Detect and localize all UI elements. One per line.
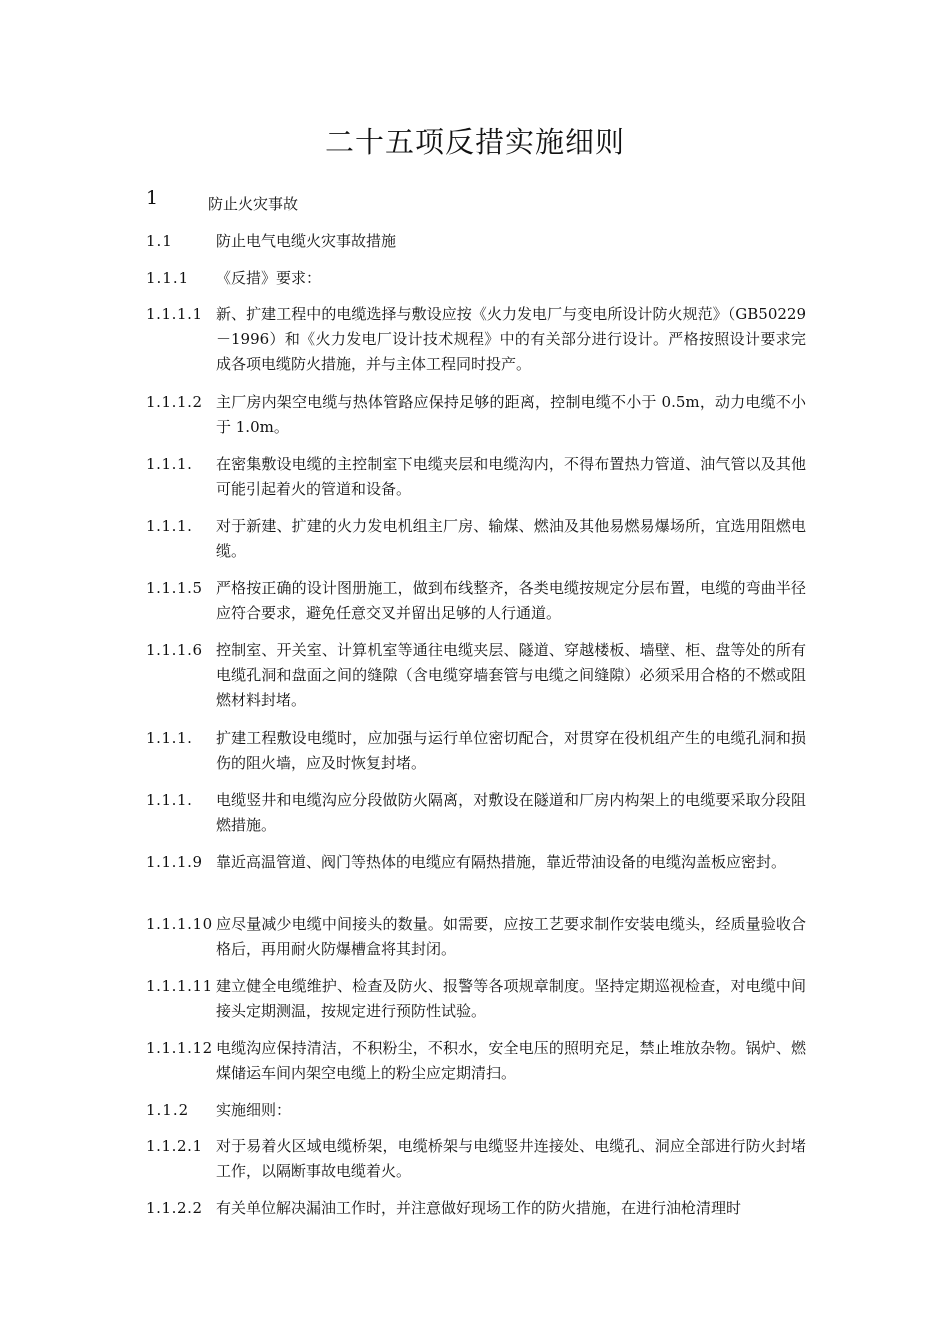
section-title: 《反措》要求： [216, 269, 322, 287]
clause-text: 有关单位解决漏油工作时，并注意做好现场工作的防火措施，在进行油枪清理时 [216, 1199, 742, 1217]
clause-text: 对于新建、扩建的火力发电机组主厂房、输煤、燃油及其他易燃易爆场所，宜选用阻燃电缆。 [216, 517, 806, 560]
clause-number: 1.1.1.12 [146, 1039, 213, 1057]
clause-text: 电缆竖井和电缆沟应分段做防火隔离，对敷设在隧道和厂房内构架上的电缆要采取分段阻燃措施。 [216, 791, 806, 834]
clause-number: 1.1.1.11 [146, 977, 213, 995]
clause-1-1-1-3 [146, 452, 806, 502]
clause-1-1-1-5 [146, 576, 806, 626]
clause-number: 1.1.1.9 [146, 853, 203, 871]
section-title: 实施细则： [216, 1101, 292, 1119]
clause-number: 1.1.1.2 [146, 393, 203, 411]
clause-number: 1.1.1.5 [146, 579, 203, 597]
clause-number: 1.1.2.2 [146, 1199, 203, 1217]
clause-text: 新、扩建工程中的电缆选择与敷设应按《火力发电厂与变电所设计防火规范》（GB50229－1996）和《火力发电厂设计技术规程》中的有关部分进行设计。严格按照设计要求完成各项电缆防火措施，并与主体工程同时投产。 [216, 305, 806, 373]
section-title: 防止电气电缆火灾事故措施 [216, 232, 397, 250]
clause-text: 在密集敷设电缆的主控制室下电缆夹层和电缆沟内，不得布置热力管道、油气管以及其他可能引起着火的管道和设备。 [216, 455, 806, 498]
clause-number: 1.1.1.6 [146, 641, 203, 659]
section-number: 1 [146, 187, 160, 209]
clause-1-1-1-10 [146, 912, 806, 962]
section-number: 1.1.1 [146, 269, 190, 287]
clause-text: 主厂房内架空电缆与热体管路应保持足够的距离，控制电缆不小于 0.5m，动力电缆不小于 1.0m。 [216, 393, 806, 436]
clause-1-1-1-11 [146, 974, 806, 1024]
clause-text: 应尽量减少电缆中间接头的数量。如需要，应按工艺要求制作安装电缆头，经质量验收合格后，再用耐火防爆槽盒将其封闭。 [216, 915, 806, 958]
clause-text: 扩建工程敷设电缆时，应加强与运行单位密切配合，对贯穿在役机组产生的电缆孔洞和损伤的阻火墙，应及时恢复封堵。 [216, 729, 806, 772]
document-title: 二十五项反措实施细则 [324, 125, 625, 159]
clause-text: 对于易着火区域电缆桥架，电缆桥架与电缆竖井连接处、电缆孔、洞应全部进行防火封堵工作，以隔断事故电缆着火。 [216, 1137, 806, 1180]
clause-text: 控制室、开关室、计算机室等通往电缆夹层、隧道、穿越楼板、墙壁、柜、盘等处的所有电缆孔洞和盘面之间的缝隙（含电缆穿墙套管与电缆之间缝隙）必须采用合格的不燃或阻燃材料封堵。 [216, 641, 806, 709]
clause-text: 建立健全电缆维护、检查及防火、报警等各项规章制度。坚持定期巡视检查，对电缆中间接头定期测温，按规定进行预防性试验。 [216, 977, 806, 1020]
clause-1-1-2-2 [146, 1196, 806, 1221]
clause-text: 靠近高温管道、阀门等热体的电缆应有隔热措施，靠近带油设备的电缆沟盖板应密封。 [216, 853, 787, 871]
section-number: 1.1.2 [146, 1101, 190, 1119]
section-number: 1.1 [146, 232, 173, 250]
clause-1-1-1-4 [146, 514, 806, 564]
clause-1-1-1-2 [146, 390, 806, 440]
clause-1-1-1-9 [146, 850, 806, 875]
clause-1-1-1-1 [146, 302, 806, 377]
clause-1-1-1-6 [146, 638, 806, 713]
clause-1-1-1-8 [146, 788, 806, 838]
clause-number: 1.1.1. [146, 729, 193, 747]
clause-text: 严格按正确的设计图册施工，做到布线整齐，各类电缆按规定分层布置，电缆的弯曲半径应符合要求，避免任意交叉并留出足够的人行通道。 [216, 579, 806, 622]
clause-number: 1.1.2.1 [146, 1137, 203, 1155]
clause-1-1-1-12 [146, 1036, 806, 1086]
clause-number: 1.1.1. [146, 791, 193, 809]
clause-number: 1.1.1. [146, 455, 193, 473]
clause-number: 1.1.1. [146, 517, 193, 535]
clause-1-1-2-1 [146, 1134, 806, 1184]
clause-number: 1.1.1.1 [146, 305, 203, 323]
clause-1-1-1-7 [146, 726, 806, 776]
section-title: 防止火灾事故 [208, 195, 299, 213]
clause-number: 1.1.1.10 [146, 915, 213, 933]
clause-text: 电缆沟应保持清洁，不积粉尘，不积水，安全电压的照明充足，禁止堆放杂物。锅炉、燃煤储运车间内架空电缆上的粉尘应定期清扫。 [216, 1039, 806, 1082]
